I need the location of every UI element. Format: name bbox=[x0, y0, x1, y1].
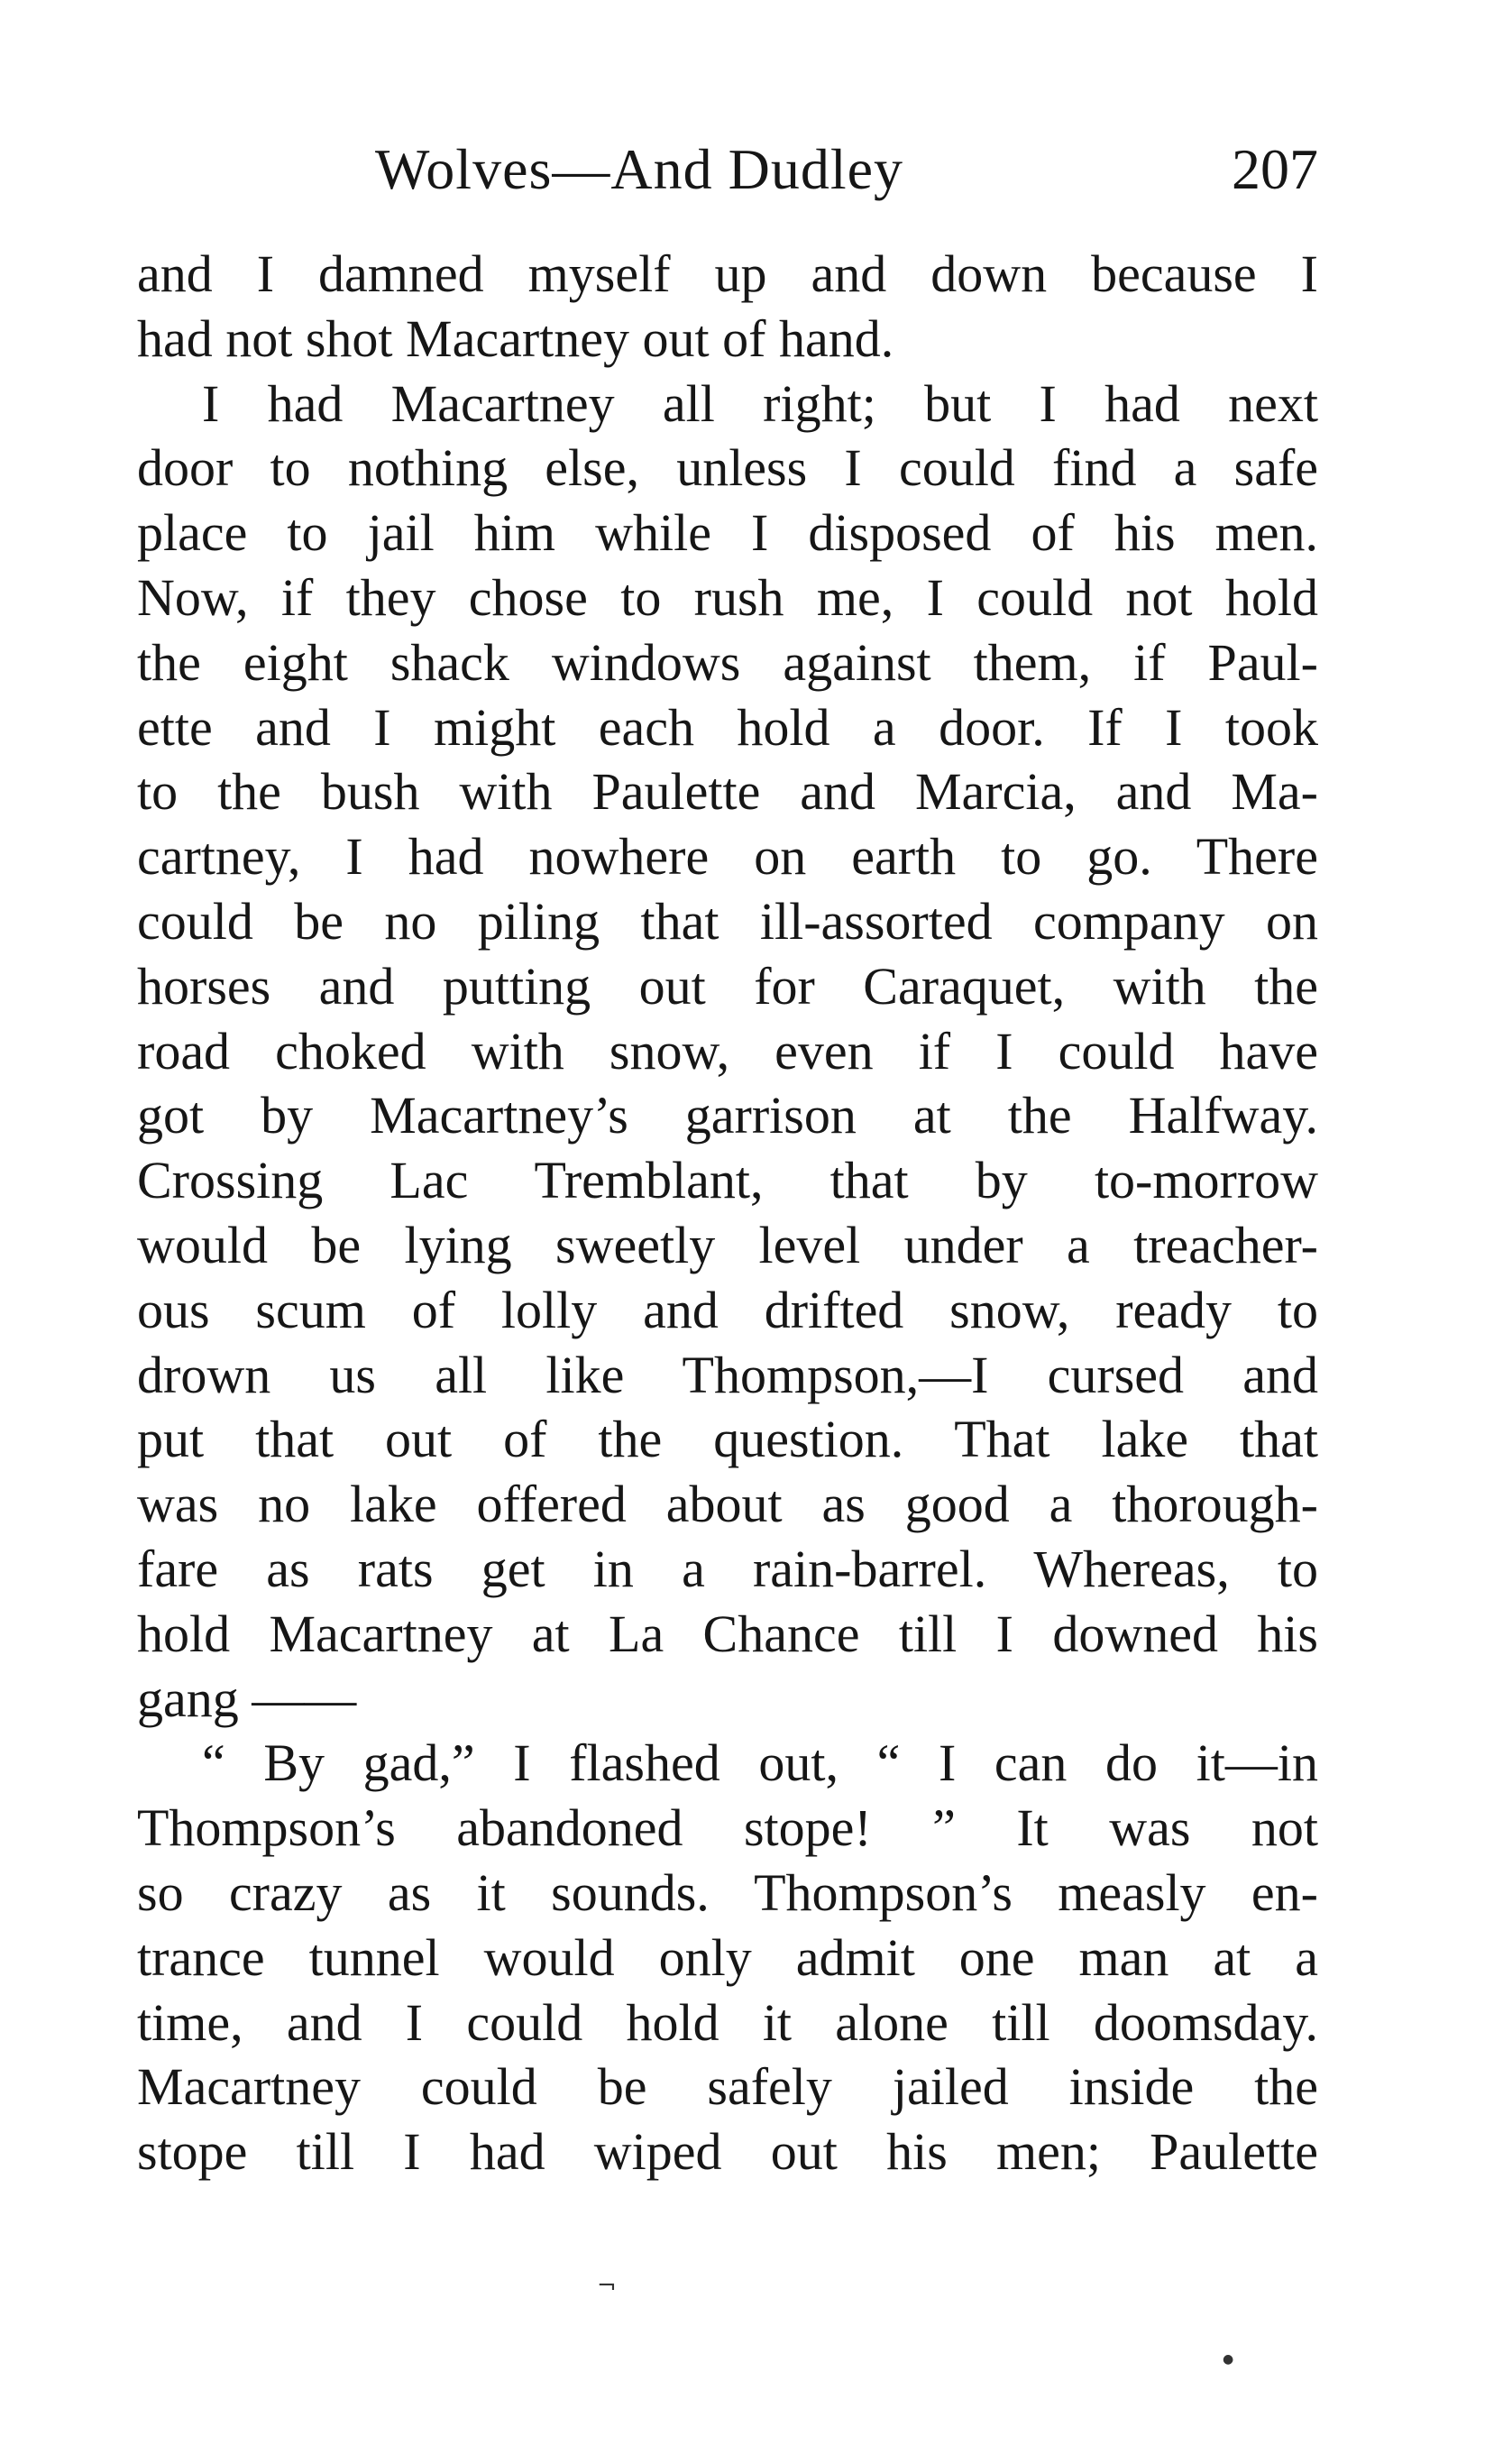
text-line: could be no piling that ill-assorted company on bbox=[137, 891, 1318, 951]
text-line: the eight shack windows against them, if Paul- bbox=[137, 632, 1318, 692]
text-line: to the bush with Paulette and Marcia, and Ma- bbox=[137, 762, 1318, 822]
text-line: cartney, I had nowhere on earth to go. There bbox=[137, 827, 1318, 887]
text-line: Crossing Lac Tremblant, that by to-morrow bbox=[137, 1151, 1318, 1210]
text-line: trance tunnel would only admit one man at a bbox=[137, 1927, 1318, 1987]
text-line: ette and I might each hold a door. If I took bbox=[137, 697, 1318, 757]
text-line: gang —— bbox=[137, 1669, 357, 1728]
running-title: Wolves—And Dudley bbox=[375, 137, 903, 201]
stray-mark: ● bbox=[1223, 2352, 1234, 2367]
text-line: and I damned myself up and down because I bbox=[137, 244, 1318, 303]
text-line: place to jail him while I disposed of his men. bbox=[137, 503, 1318, 563]
text-line: road choked with snow, even if I could have bbox=[137, 1021, 1318, 1080]
text-line: Now, if they chose to rush me, I could not hold bbox=[137, 567, 1318, 627]
text-line: time, and I could hold it alone till doomsday. bbox=[137, 1992, 1318, 2052]
text-line: would be lying sweetly level under a treacher- bbox=[137, 1215, 1318, 1274]
text-line: stope till I had wiped out his men; Paulette bbox=[137, 2122, 1318, 2182]
page-number: 207 bbox=[1232, 137, 1318, 201]
text-line: hold Macartney at La Chance till I downed his bbox=[137, 1604, 1318, 1663]
text-line: fare as rats get in a rain-barrel. Whereas, to bbox=[137, 1539, 1318, 1598]
text-line: got by Macartney’s garrison at the Halfway. bbox=[137, 1086, 1318, 1145]
text-line: drown us all like Thompson,—I cursed and bbox=[137, 1345, 1318, 1404]
text-line: put that out of the question. That lake that bbox=[137, 1410, 1318, 1469]
text-line: Macartney could be safely jailed inside the bbox=[137, 2057, 1318, 2117]
text-line: so crazy as it sounds. Thompson’s measly en- bbox=[137, 1862, 1318, 1922]
text-line: horses and putting out for Caraquet, with the bbox=[137, 956, 1318, 1016]
body-text bbox=[137, 242, 1318, 2184]
running-header bbox=[137, 133, 1318, 206]
text-line: had not shot Macartney out of hand. bbox=[137, 308, 894, 368]
text-line: Thompson’s abandoned stope! ” It was not bbox=[137, 1798, 1318, 1858]
text-line: door to nothing else, unless I could find a safe bbox=[137, 438, 1318, 498]
paragraph-start-line: “ By gad,” I flashed out, “ I can do it—in bbox=[202, 1733, 1318, 1793]
text-line: ous scum of lolly and drifted snow, ready to bbox=[137, 1280, 1318, 1339]
paragraph-start-line: I had Macartney all right; but I had next bbox=[202, 373, 1318, 433]
text-line: was no lake offered about as good a thorough- bbox=[137, 1475, 1318, 1534]
stray-mark: ¬ bbox=[597, 2273, 617, 2300]
